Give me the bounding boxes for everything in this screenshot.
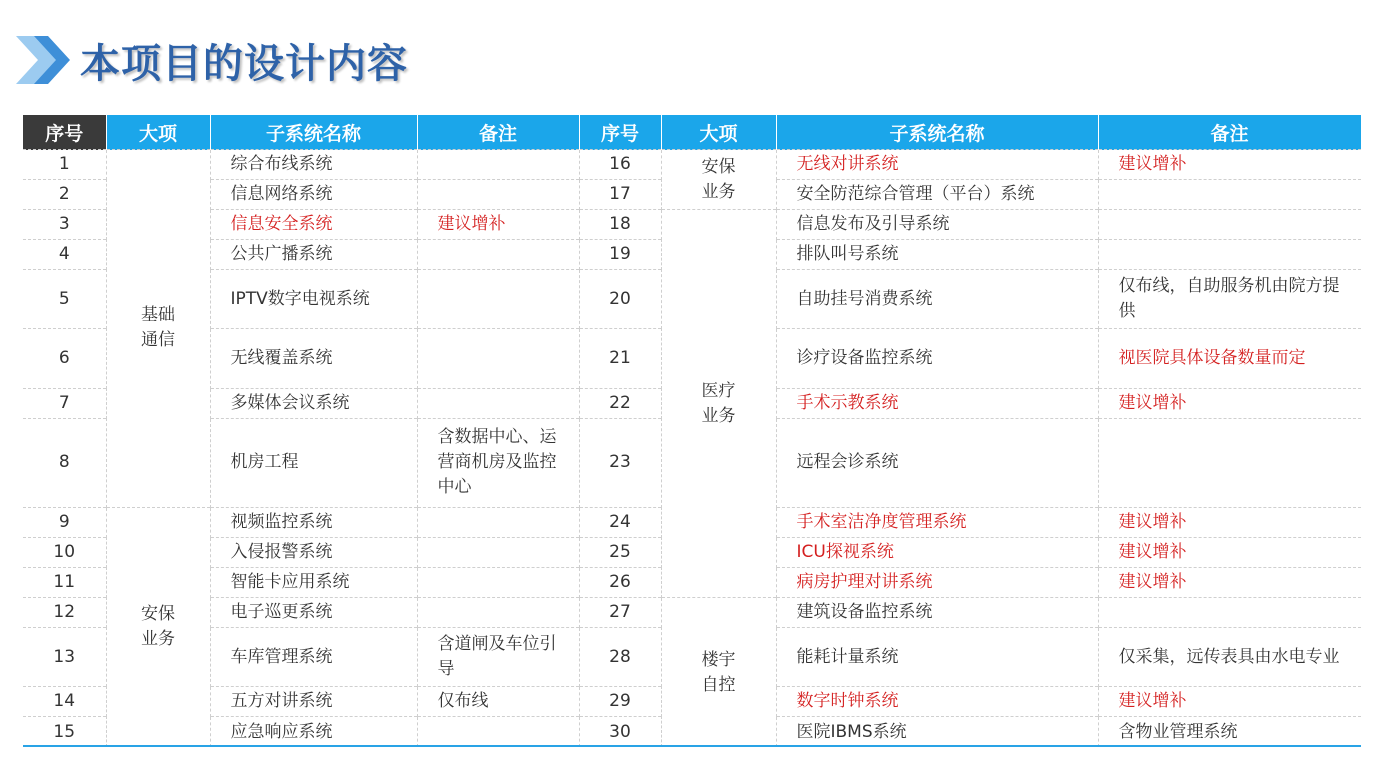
header-right-category: 大项: [661, 115, 776, 150]
right-note-cell: 建议增补: [1098, 687, 1361, 717]
category-basic-comm: [106, 150, 210, 508]
left-note-cell: 建议增补: [417, 210, 579, 240]
left-index-cell: 6: [23, 329, 106, 388]
right-note-cell: 含物业管理系统: [1098, 717, 1361, 747]
left-name-cell: 车库管理系统: [210, 628, 417, 687]
left-name-cell: 机房工程: [210, 418, 417, 507]
category-label: 安保 业务: [141, 604, 175, 650]
left-index-cell: 1: [23, 150, 106, 180]
table-row: [23, 598, 1361, 628]
left-note-cell: 含道闸及车位引导: [417, 628, 579, 687]
right-name-cell: 安全防范综合管理（平台）系统: [776, 180, 1098, 210]
right-name-cell: 信息发布及引导系统: [776, 210, 1098, 240]
left-name-cell: IPTV数字电视系统: [210, 270, 417, 329]
right-name-cell: 数字时钟系统: [776, 687, 1098, 717]
category-label: 楼宇 自控: [701, 649, 736, 695]
left-note-cell: [417, 717, 579, 747]
category-building: [661, 598, 776, 748]
right-note-cell: [1098, 210, 1361, 240]
right-name-cell: 医院IBMS系统: [776, 717, 1098, 747]
right-index-cell: 17: [579, 180, 661, 210]
right-name-cell: 远程会诊系统: [776, 418, 1098, 507]
left-index-cell: 7: [23, 388, 106, 418]
right-name-cell: 手术示教系统: [776, 388, 1098, 418]
header-right-index: 序号: [579, 115, 661, 150]
left-index-cell: 11: [23, 567, 106, 597]
left-name-cell: 公共广播系统: [210, 240, 417, 270]
category-label: 安保 业务: [701, 156, 736, 202]
left-name-cell: 电子巡更系统: [210, 598, 417, 628]
right-name-cell: ICU探视系统: [776, 537, 1098, 567]
left-index-cell: 14: [23, 687, 106, 717]
header-left-category: 大项: [106, 115, 210, 150]
right-index-cell: 28: [579, 628, 661, 687]
left-index-cell: 13: [23, 628, 106, 687]
table-row: [23, 210, 1361, 240]
right-index-cell: 30: [579, 717, 661, 747]
right-name-cell: 手术室洁净度管理系统: [776, 507, 1098, 537]
right-note-cell: 建议增补: [1098, 150, 1361, 180]
left-name-cell: 视频监控系统: [210, 507, 417, 537]
right-name-cell: 自助挂号消费系统: [776, 270, 1098, 329]
left-index-cell: 2: [23, 180, 106, 210]
right-note-cell: [1098, 180, 1361, 210]
header-right-name: 子系统名称: [776, 115, 1098, 150]
left-note-cell: [417, 567, 579, 597]
left-name-cell: 智能卡应用系统: [210, 567, 417, 597]
left-name-cell: 多媒体会议系统: [210, 388, 417, 418]
left-note-cell: 仅布线: [417, 687, 579, 717]
right-name-cell: 诊疗设备监控系统: [776, 329, 1098, 388]
header-right-note: 备注: [1098, 115, 1361, 150]
right-note-cell: 建议增补: [1098, 388, 1361, 418]
left-name-cell: 五方对讲系统: [210, 687, 417, 717]
category-label: 医疗 业务: [701, 380, 736, 426]
right-index-cell: 20: [579, 270, 661, 329]
page-title: 本项目的设计内容: [80, 40, 408, 87]
right-name-cell: 能耗计量系统: [776, 628, 1098, 687]
left-name-cell: 综合布线系统: [210, 150, 417, 180]
left-index-cell: 4: [23, 240, 106, 270]
right-index-cell: 22: [579, 388, 661, 418]
right-index-cell: 21: [579, 329, 661, 388]
left-note-cell: [417, 507, 579, 537]
left-note-cell: [417, 150, 579, 180]
right-note-cell: [1098, 598, 1361, 628]
left-note-cell: 含数据中心、运营商机房及监控中心: [417, 418, 579, 507]
left-note-cell: [417, 537, 579, 567]
right-note-cell: 建议增补: [1098, 537, 1361, 567]
right-index-cell: 16: [579, 150, 661, 180]
left-index-cell: 5: [23, 270, 106, 329]
design-content-table: [23, 115, 1362, 747]
right-name-cell: 建筑设备监控系统: [776, 598, 1098, 628]
left-index-cell: 3: [23, 210, 106, 240]
right-name-cell: 病房护理对讲系统: [776, 567, 1098, 597]
right-note-cell: [1098, 240, 1361, 270]
right-index-cell: 24: [579, 507, 661, 537]
table-row: [23, 150, 1361, 180]
right-note-cell: 建议增补: [1098, 567, 1361, 597]
design-content-table-wrap: [23, 115, 1361, 747]
double-chevron-icon: [14, 32, 72, 88]
header-left-note: 备注: [417, 115, 579, 150]
left-note-cell: [417, 598, 579, 628]
left-note-cell: [417, 240, 579, 270]
left-name-cell: 无线覆盖系统: [210, 329, 417, 388]
category-security-left: [106, 507, 210, 747]
left-name-cell: 信息网络系统: [210, 180, 417, 210]
right-index-cell: 18: [579, 210, 661, 240]
left-note-cell: [417, 388, 579, 418]
left-index-cell: 9: [23, 507, 106, 537]
left-index-cell: 8: [23, 418, 106, 507]
right-index-cell: 25: [579, 537, 661, 567]
right-index-cell: 27: [579, 598, 661, 628]
left-note-cell: [417, 180, 579, 210]
right-note-cell: [1098, 418, 1361, 507]
right-index-cell: 19: [579, 240, 661, 270]
category-medical: [661, 210, 776, 598]
right-index-cell: 29: [579, 687, 661, 717]
right-note-cell: 仅布线，自助服务机由院方提供: [1098, 270, 1361, 329]
left-note-cell: [417, 329, 579, 388]
left-name-cell: 应急响应系统: [210, 717, 417, 747]
right-index-cell: 23: [579, 418, 661, 507]
category-security-right: [661, 150, 776, 210]
right-name-cell: 无线对讲系统: [776, 150, 1098, 180]
header-left-index: 序号: [23, 115, 106, 150]
left-index-cell: 15: [23, 717, 106, 747]
left-name-cell: 信息安全系统: [210, 210, 417, 240]
left-index-cell: 10: [23, 537, 106, 567]
right-name-cell: 排队叫号系统: [776, 240, 1098, 270]
category-label: 基础 通信: [141, 305, 175, 351]
right-note-cell: 视医院具体设备数量而定: [1098, 329, 1361, 388]
left-name-cell: 入侵报警系统: [210, 537, 417, 567]
table-header-row: [23, 115, 1361, 150]
title-bar: [14, 28, 408, 92]
right-note-cell: 建议增补: [1098, 507, 1361, 537]
header-left-name: 子系统名称: [210, 115, 417, 150]
right-note-cell: 仅采集，远传表具由水电专业: [1098, 628, 1361, 687]
left-note-cell: [417, 270, 579, 329]
table-body: [23, 150, 1361, 748]
left-index-cell: 12: [23, 598, 106, 628]
right-index-cell: 26: [579, 567, 661, 597]
